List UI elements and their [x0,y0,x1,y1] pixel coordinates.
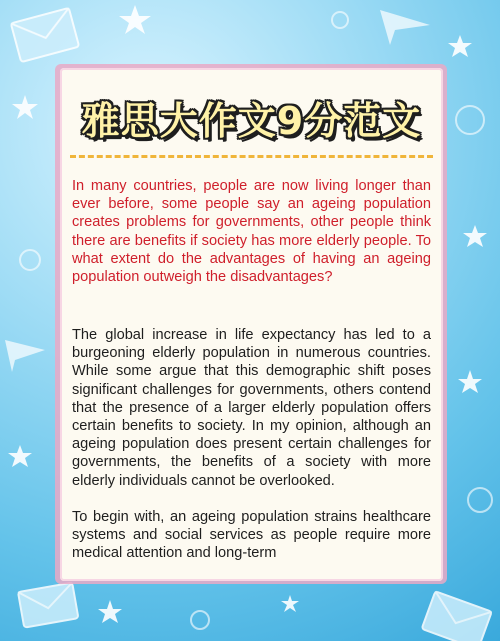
bubble-icon [468,488,492,512]
paper-plane-icon [380,10,430,45]
star-icon [8,445,32,467]
star-icon [119,5,151,34]
bubble-icon [456,106,484,134]
dashed-divider [70,155,433,158]
bubble-icon [20,250,40,270]
star-icon [463,225,487,247]
content-card [60,68,443,581]
star-icon [458,370,482,393]
bubble-icon [332,12,348,28]
star-icon [448,35,472,57]
paper-plane-icon [5,340,45,372]
bubble-icon [191,611,209,629]
envelope-icon [18,583,78,628]
essay-body [72,326,431,580]
essay-paragraph-1: The global increase in life expectancy has led to a burgeoning elderly population in numerous countries. While some argue that this demographic shift poses significant challenges for governments, others contend that the presence of a larger elderly population offers certain benefits to society. In my opinion, although an ageing population does present certain challenges for governments, the benefits of a society with more elderly individuals cannot be overlooked. [72,327,431,489]
page-title: 雅思大作文9分范文 [81,99,422,143]
essay-question: In many countries, people are now living longer than ever before, some people say an ageing population creates problems for governments, other people think there are benefits if society has more elderly people. To what extent do the advantages of having an ageing population outweigh the disadvantages? [72,178,431,286]
essay-paragraph-2: To begin with, an ageing population strains healthcare systems and social services as people require more medical attention and long-term [72,508,431,562]
star-icon [98,600,122,623]
envelope-icon [422,591,492,641]
envelope-icon [11,8,79,62]
star-icon [12,95,38,119]
star-icon [281,595,299,612]
